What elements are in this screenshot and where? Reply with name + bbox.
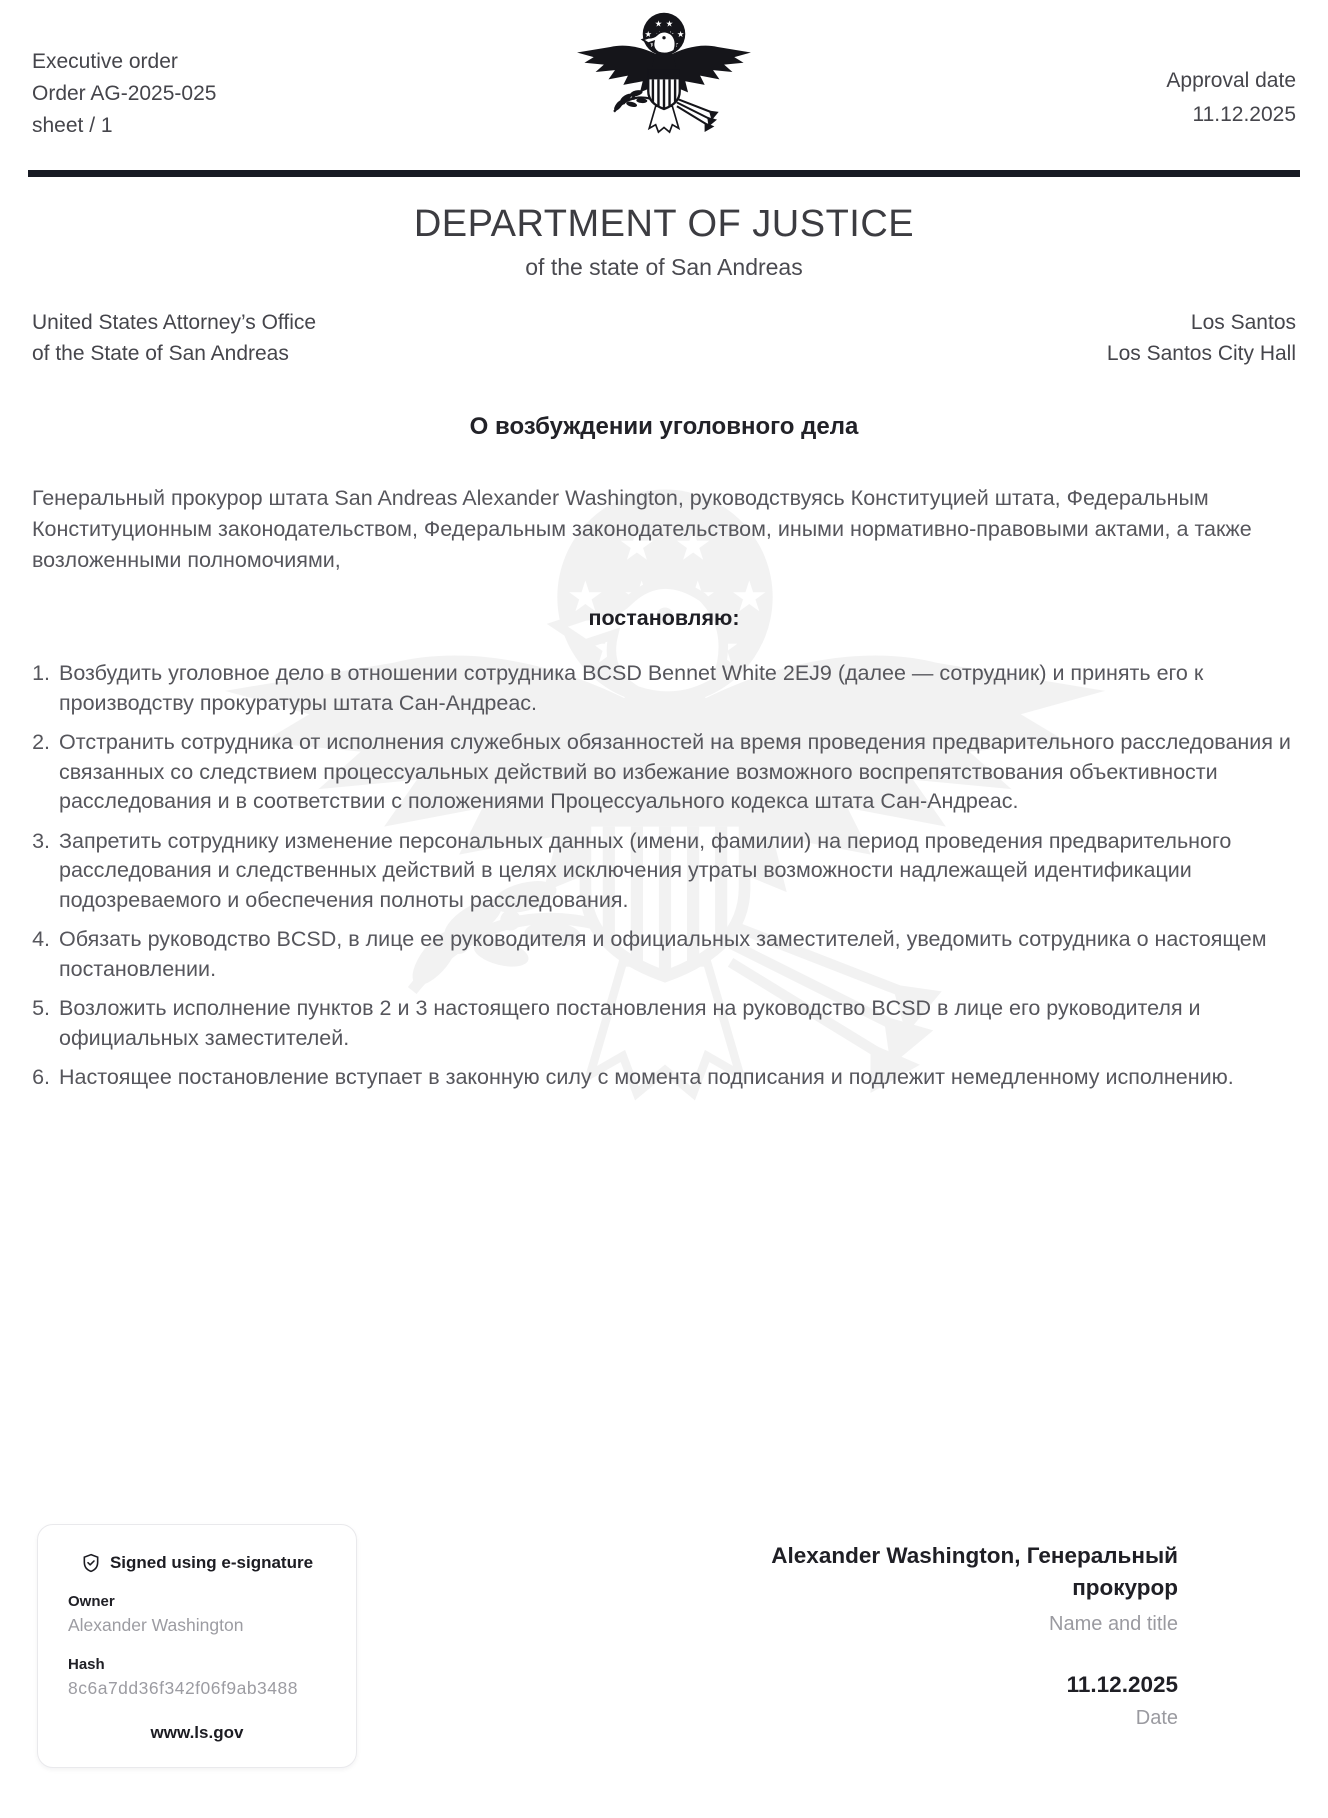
shield-check-icon [81, 1553, 101, 1573]
signatory-name-caption: Name and title [1049, 1613, 1178, 1635]
issuer-line1: United States Attorney’s Office [32, 311, 317, 334]
order-subject: О возбуждении уголовного дела [469, 413, 859, 440]
e-signature-title-row [68, 1553, 326, 1573]
owner-value: Alexander Washington [68, 1615, 244, 1635]
order-item: 1. Возбудить уголовное дело в отношении сотрудника BCSD Bennet White 2EJ9 (далее — сотрудник) и принять его к производству прокуратуры штата Сан-Андреас. [56, 659, 1296, 718]
owner-label: Owner [68, 1593, 115, 1610]
e-signature-title: Signed using e-signature [109, 1553, 314, 1572]
order-item: 2. Отстранить сотрудника от исполнения служебных обязанностей на время проведения предварительного расследования и связанных со следствием процессуальных действий во избежание возможного воспрепятствования объективности расследования и в соответствии с положениями Процессуального кодекса штата Сан-Андреас. [56, 728, 1296, 817]
approval-date-value: 11.12.2025 [1192, 103, 1296, 126]
signature-date-value: 11.12.2025 [1066, 1672, 1178, 1697]
order-item: 6. Настоящее постановление вступает в законную силу с момента подписания и подлежит немедленному исполнению. [56, 1063, 1296, 1093]
issuer-line2: of the State of San Andreas [32, 342, 289, 365]
signature-date-caption: Date [1135, 1707, 1178, 1729]
header-divider [28, 170, 1300, 177]
doc-type-label: Executive order [32, 50, 178, 73]
order-items-list [30, 659, 1296, 1093]
order-item: 3. Запретить сотруднику изменение персональных данных (имени, фамилии) на период проведения предварительного расследования и следственных действий в целях исключения утраты возможности надлежащей идентификации подозреваемого и обеспечения полноты расследования. [56, 827, 1296, 916]
issuer-address [32, 307, 316, 369]
signatory-block [688, 1540, 1178, 1730]
sheet-number: sheet / 1 [32, 114, 113, 137]
department-subtitle: of the state of San Andreas [525, 254, 803, 280]
location-line2: Los Santos City Hall [1106, 342, 1296, 365]
approval-date-label: Approval date [1166, 69, 1296, 92]
order-meta [32, 46, 412, 158]
address-row [0, 307, 1328, 369]
signature-website-link[interactable]: www.ls.gov [150, 1723, 244, 1742]
hash-value: 8c6a7dd36f342f06f9ab3488 [68, 1678, 298, 1698]
order-number: Order AG-2025-025 [32, 82, 217, 105]
department-title: DEPARTMENT OF JUSTICE [413, 203, 915, 245]
order-preamble: Генеральный прокурор штата San Andreas Alexander Washington, руководствуясь Конституцией штата, Федеральным Конституционным законодательством, Федеральным законодательством, иными нормативно-правовыми актами, а также возложенными полномочиями, [32, 486, 1252, 572]
location-address [1107, 307, 1296, 369]
us-great-seal-icon [562, 10, 766, 158]
signatory-name-title: Alexander Washington, Генеральный прокурор [771, 1543, 1178, 1600]
order-item: 5. Возложить исполнение пунктов 2 и 3 настоящего постановления на руководство BCSD в лице его руководителя и официальных заместителей. [56, 994, 1296, 1053]
location-line1: Los Santos [1190, 311, 1296, 334]
approval-meta [916, 64, 1296, 158]
order-item: 4. Обязать руководство BCSD, в лице ее руководителя и официальных заместителей, уведомить сотрудника о настоящем постановлении. [56, 925, 1296, 984]
document-header [0, 0, 1328, 158]
hash-label: Hash [68, 1656, 105, 1673]
resolve-word: постановляю: [588, 606, 740, 630]
e-signature-card [37, 1524, 357, 1768]
